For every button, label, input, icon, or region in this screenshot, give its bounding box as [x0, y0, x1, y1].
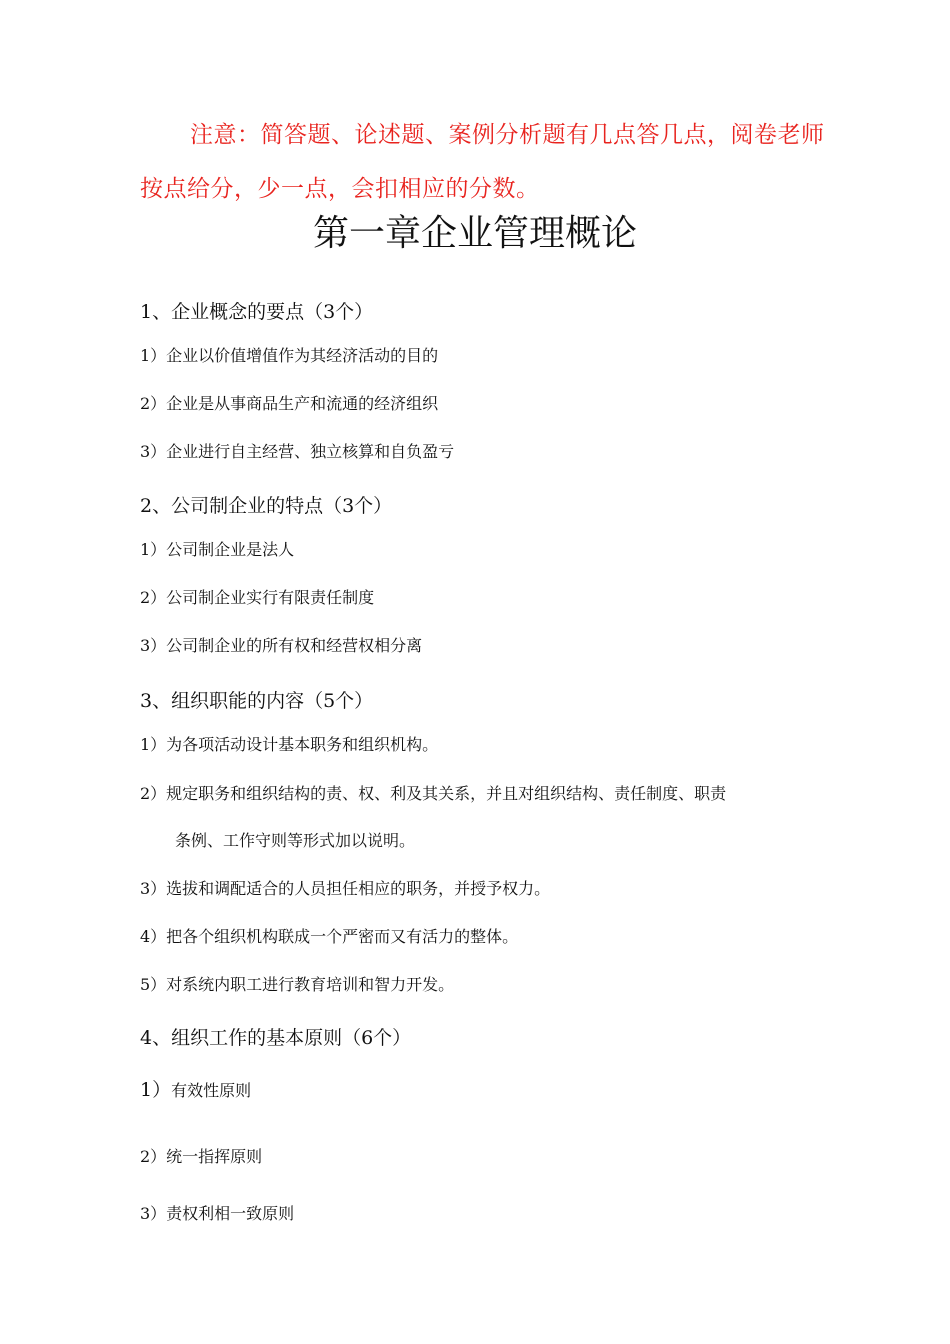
list-item: 2）规定职务和组织结构的责、权、利及其关系，并且对组织结构、责任制度、职责	[140, 784, 727, 803]
list-item: 2）公司制企业实行有限责任制度	[140, 588, 375, 607]
list-item-number: 1）	[140, 1079, 172, 1101]
list-item: 3）企业进行自主经营、独立核算和自负盈亏	[140, 442, 455, 461]
section-heading-4: 4、组织工作的基本原则（6个）	[140, 1027, 412, 1049]
section-heading-3: 3、组织职能的内容（5个）	[140, 690, 374, 712]
list-item: 1）企业以价值增值作为其经济活动的目的	[140, 346, 439, 365]
list-item-continuation: 条例、工作守则等形式加以说明。	[175, 831, 416, 850]
list-item: 3）选拔和调配适合的人员担任相应的职务，并授予权力。	[140, 879, 551, 898]
notice-text: 注意：简答题、论述题、案例分析题有几点答几点，阅卷老师按点给分，少一点，会扣相应的分数。	[140, 122, 825, 202]
list-item: 1）公司制企业是法人	[140, 540, 295, 559]
list-item-text: 有效性原则	[171, 1081, 252, 1100]
list-item: 3）责权利相一致原则	[140, 1204, 295, 1223]
chapter-title: 第一章企业管理概论	[312, 213, 637, 254]
section-heading-2: 2、公司制企业的特点（3个）	[140, 495, 393, 517]
list-item: 5）对系统内职工进行教育培训和智力开发。	[140, 975, 455, 994]
list-item: 4）把各个组织机构联成一个严密而又有活力的整体。	[140, 927, 519, 946]
list-item: 3）公司制企业的所有权和经营权相分离	[140, 636, 423, 655]
list-item: 2）统一指挥原则	[140, 1147, 263, 1166]
list-item	[140, 1078, 251, 1103]
list-item: 2）企业是从事商品生产和流通的经济组织	[140, 394, 439, 413]
list-item: 1）为各项活动设计基本职务和组织机构。	[140, 735, 439, 754]
section-heading-1: 1、企业概念的要点（3个）	[140, 301, 374, 323]
